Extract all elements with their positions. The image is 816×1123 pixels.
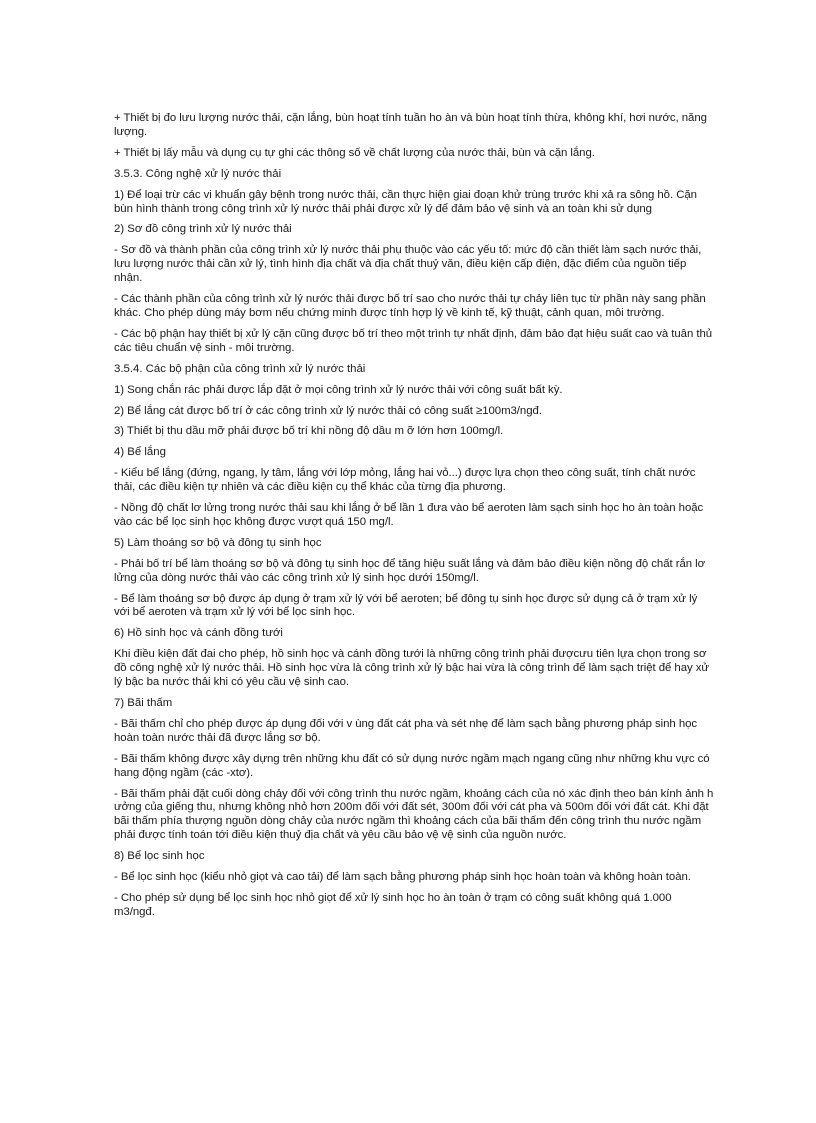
paragraph-grit-chamber: 2) Bể lắng cát được bố trí ở các công trình xử lý nước thải có công suất ≥100m3/ngđ. (114, 404, 542, 417)
paragraph-settling-type: - Kiểu bể lắng (đứng, ngang, ly tâm, lắng với lớp mỏng, lắng hai vỏ...) được lựa chọn theo công suất, tính chất nước thải, các điều kiện tự nhiên và các điều kiện cụ thể khác của từng địa phương. (114, 467, 696, 494)
paragraph-scheme-factors: - Sơ đồ và thành phần của công trình xử lý nước thải phụ thuộc vào các yếu tố: mức độ cần thiết làm sạch nước thải, lưu lượng nước thải cần xử lý, tình hình địa chất và địa chất thuỷ văn, điều kiện cấp điện, đặc điểm của nguồn tiếp nhận. (114, 244, 702, 285)
subheading-pre-aeration: 5) Làm thoáng sơ bộ và đông tụ sinh học (114, 536, 322, 549)
paragraph-grease-trap: 3) Thiết bị thu dầu mỡ phải được bố trí khi nồng độ dầu m ỡ lớn hơn 100mg/l. (114, 425, 504, 438)
paragraph-infiltration-restriction: - Bãi thấm không được xây dựng trên những khu đất có sử dụng nước ngầm mạch ngang cũng như những khu vực có hang động ngầm (các -xtơ). (114, 752, 710, 779)
document-page (114, 112, 714, 927)
paragraph-sludge-equipment: - Các bộ phận hay thiết bị xử lý cặn cũng được bố trí theo một trình tự nhất định, đảm bảo đạt hiệu suất cao và tuân thủ các tiêu chuẩn vệ sinh - môi trường. (114, 327, 713, 354)
subheading-biofilter: 8) Bể lọc sinh học (114, 850, 205, 863)
subheading-infiltration-field: 7) Bãi thấm (114, 697, 173, 709)
subheading-settling-tank: 4) Bể lắng (114, 446, 166, 459)
paragraph-suspended-solids: - Nồng độ chất lơ lửng trong nước thải sau khi lắng ở bể lần 1 đưa vào bể aeroten làm sạch sinh học ho àn toàn hoặc vào các bể lọc sinh học không được vượt quá 150 mg/l. (114, 502, 704, 528)
paragraph-infiltration-soil: - Bãi thấm chỉ cho phép được áp dụng đối với v ùng đất cát pha và sét nhẹ để làm sạch bằng phương pháp sinh học hoàn toàn nước thải đã được lắng sơ bộ. (114, 717, 698, 744)
paragraph-biofilter-capacity: - Cho phép sử dụng bể lọc sinh học nhỏ giọt để xử lý sinh học ho àn toàn ở trạm có công suất không quá 1.000 m3/ngđ. (114, 891, 672, 918)
paragraph-component-layout: - Các thành phần của công trình xử lý nước thải được bố trí sao cho nước thải tự chảy liên tục từ phần này sang phần khác. Cho phép dùng máy bơm nếu chứng minh được tính hợp lý về kinh tế, kỹ thuật, cảnh quan, môi trường. (114, 293, 706, 319)
paragraph-biological-pond: Khi điều kiện đất đai cho phép, hồ sinh học và cánh đồng tưới là những công trình phải đượcưu tiên lựa chọn trong sơ đồ công nghệ xử lý nước thải. Hồ sinh học vừa là công trình xử lý bậc hai vừa là công trình để làm sạch triệt để hay xử lý bậc ba nước thải khi có yêu cầu vệ sinh cao. (114, 648, 709, 689)
paragraph-biofilter-type: - Bể lọc sinh học (kiểu nhỏ giọt và cao tải) để làm sạch bằng phương pháp sinh học hoàn toàn và không hoàn toàn. (114, 871, 691, 884)
paragraph-infiltration-distance: - Bãi thấm phải đặt cuối dòng chảy đối với công trình thu nước ngầm, khoảng cách của nó xác định theo bán kính ảnh h ưởng của giếng thu, nhưng không nhỏ hơn 200m đối với đất sét, 300m đối với cát pha và 500m đối với đất cát. Khi đặt bãi thấm phía thượng nguồn dòng chảy của nước ngầm thì khoảng cách của bãi thấm đến công trình thu nước ngầm phải được tính toán tới điều kiện thuỷ địa chất và yêu cầu bảo vệ vệ sinh của nguồn nước. (114, 787, 714, 842)
section-heading-3-5-4: 3.5.4. Các bộ phận của công trình xử lý nước thải (114, 362, 366, 375)
paragraph-measuring-equipment: + Thiết bị đo lưu lượng nước thải, cặn lắng, bùn hoạt tính tuần ho àn và bùn hoạt tính thừa, không khí, hơi nước, năng lượng. (114, 112, 707, 138)
subheading-treatment-scheme: 2) Sơ đồ công trình xử lý nước thải (114, 223, 292, 236)
paragraph-pre-aeration-layout: - Phải bố trí bể làm thoáng sơ bộ và đông tụ sinh học để tăng hiệu suất lắng và đảm bảo điều kiện nồng độ chất rắn lơ lửng của dòng nước thải vào các công trình xử lý sinh học dưới 150mg/l. (114, 557, 706, 584)
section-heading-3-5-3: 3.5.3. Công nghệ xử lý nước thải (114, 167, 282, 180)
paragraph-screen: 1) Song chắn rác phải được lắp đặt ở mọi công trình xử lý nước thải với công suất bất kỳ. (114, 383, 563, 396)
paragraph-disinfection: 1) Để loại trừ các vi khuẩn gây bệnh trong nước thải, cần thực hiện giai đoạn khử trùng trước khi xả ra sông hồ. Cặn bùn hình thành trong công trình xử lý nước thải phải được xử lý để đảm bảo vệ sinh và an toàn khi sử dụng (114, 188, 697, 215)
paragraph-pre-aeration-usage: - Bể làm thoáng sơ bộ được áp dụng ở trạm xử lý với bể aeroten; bể đông tụ sinh học được sử dụng cả ở trạm xử lý với bể aeroten và trạm xử lý với bể lọc sinh học. (114, 592, 698, 619)
paragraph-sampling-equipment: + Thiết bị lấy mẫu và dụng cụ tự ghi các thông số về chất lượng của nước thải, bùn và cặn lắng. (114, 146, 595, 159)
subheading-biological-pond: 6) Hồ sinh học và cánh đồng tưới (114, 627, 283, 640)
